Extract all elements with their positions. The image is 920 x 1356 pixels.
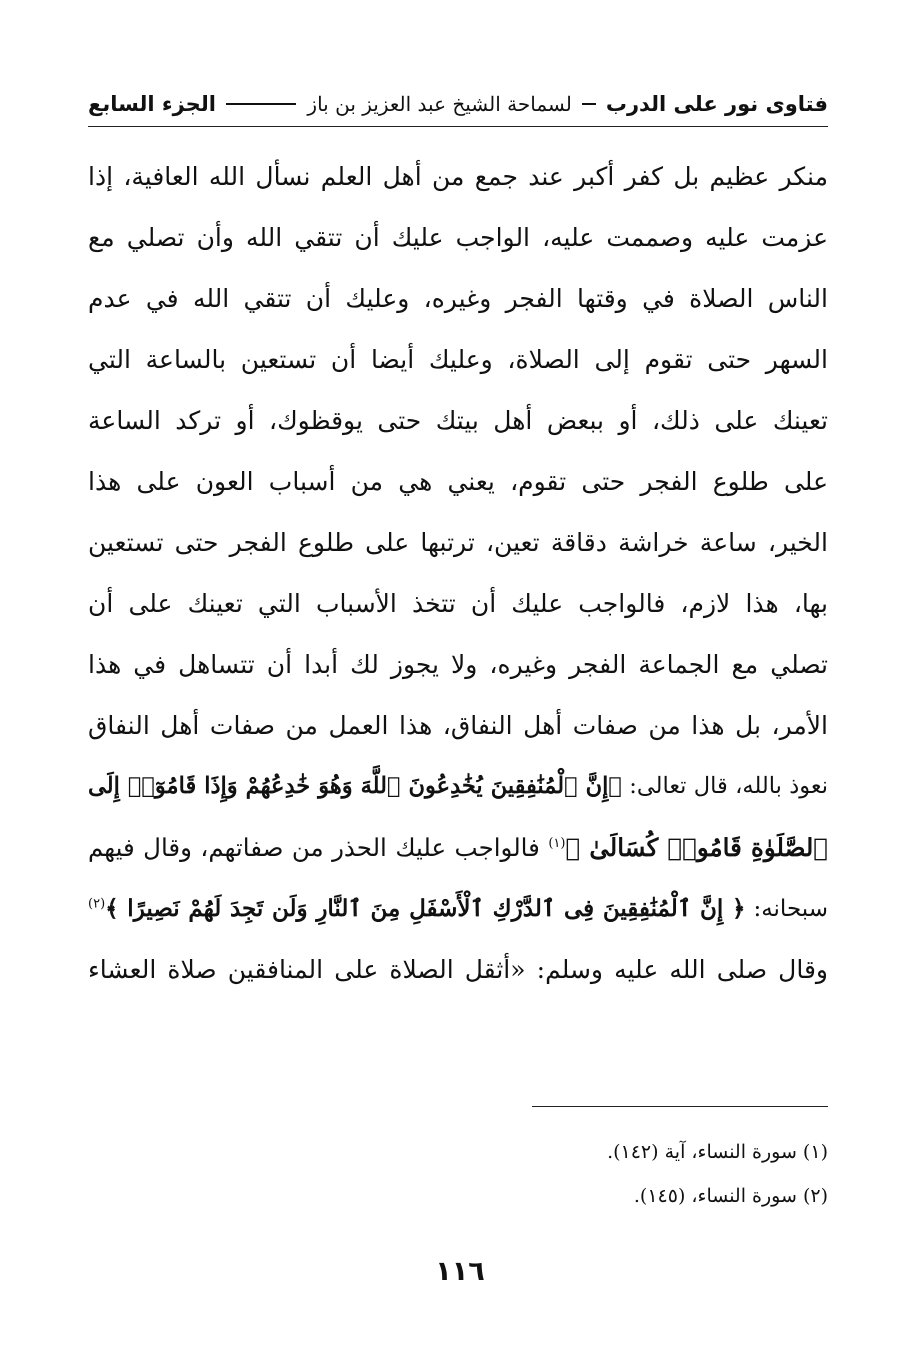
text-line: تعينك على ذلك، أو ببعض أهل بيتك حتى يوقظوك، أو تركد الساعة <box>88 406 828 435</box>
text-line: على طلوع الفجر حتى تقوم، يعني هي من أسباب العون على هذا <box>88 467 828 496</box>
header-part-group <box>88 92 296 116</box>
footnotes <box>88 1130 828 1218</box>
text-line: منكر عظيم بل كفر أكبر عند جمع من أهل العلم نسأل الله العافية، إذا <box>88 162 828 191</box>
line-text: نعوذ بالله، قال تعالى: <box>629 773 828 799</box>
text-line: الأمر، بل هذا من صفات أهل النفاق، هذا العمل من صفات أهل النفاق <box>88 711 828 740</box>
line-text: فالواجب عليك الحذر من صفاتهم، وقال فيهم <box>88 833 540 862</box>
body-text <box>88 146 828 1000</box>
header-title-group <box>307 92 828 116</box>
quran-verse: ﴿إِنَّ ٱلْمُنَٰفِقِينَ يُخَٰدِعُونَ ٱللَّهَ وَهُوَ خَٰدِعُهُمْ وَإِذَا قَامُوٓا۟ إِلَى <box>88 773 622 799</box>
text-line-quran-second <box>88 878 828 939</box>
header-rule <box>226 103 296 105</box>
text-line: تصلي مع الجماعة الفجر وغيره، ولا يجوز لك أبدا أن تتساهل في هذا <box>88 650 828 679</box>
text-line: الخير، ساعة خراشة دقاقة تعين، ترتبها على طلوع الفجر حتى تستعين <box>88 528 828 557</box>
text-line: وقال صلى الله عليه وسلم: «أثقل الصلاة على المنافقين صلاة العشاء <box>88 955 828 984</box>
footnote: (١) سورة النساء، آية (١٤٢). <box>607 1141 828 1163</box>
footnote-marker: (١) <box>548 835 566 851</box>
header-dash <box>582 103 596 105</box>
text-line: بها، هذا لازم، فالواجب عليك أن تتخذ الأسباب التي تعينك على أن <box>88 589 828 618</box>
quran-verse: ٱلصَّلَوٰةِ قَامُوا۟ كُسَالَىٰ ﴾ <box>565 833 828 862</box>
footnote-marker: (٢) <box>88 896 106 912</box>
text-line: السهر حتى تقوم إلى الصلاة، وعليك أيضا أن تستعين بالساعة التي <box>88 345 828 374</box>
running-header <box>88 84 828 124</box>
text-line: الناس الصلاة في وقتها الفجر وغيره، وعليك أن تتقي الله في عدم <box>88 284 828 313</box>
text-line-quran-end <box>88 817 828 878</box>
header-part: الجزء السابع <box>88 92 216 116</box>
line-text: سبحانه: <box>753 896 828 922</box>
footnote: (٢) سورة النساء، (١٤٥). <box>633 1185 828 1207</box>
quran-verse: ﴿ إِنَّ ٱلْمُنَٰفِقِينَ فِى ٱلدَّرْكِ ٱلْأَسْفَلِ مِنَ ٱلنَّارِ وَلَن تَجِدَ لَهُمْ نَصِيرًا ﴾ <box>105 895 746 922</box>
header-book-title: فتاوى نور على الدرب <box>605 92 828 116</box>
header-divider <box>88 126 828 127</box>
header-author: لسماحة الشيخ عبد العزيز بن باز <box>307 92 572 116</box>
page-number: ١١٦ <box>435 1256 485 1287</box>
footnote-divider <box>532 1106 828 1107</box>
text-line-quran-intro <box>88 756 828 817</box>
text-line: عزمت عليه وصممت عليه، الواجب عليك أن تتقي الله وأن تصلي مع <box>88 223 828 252</box>
